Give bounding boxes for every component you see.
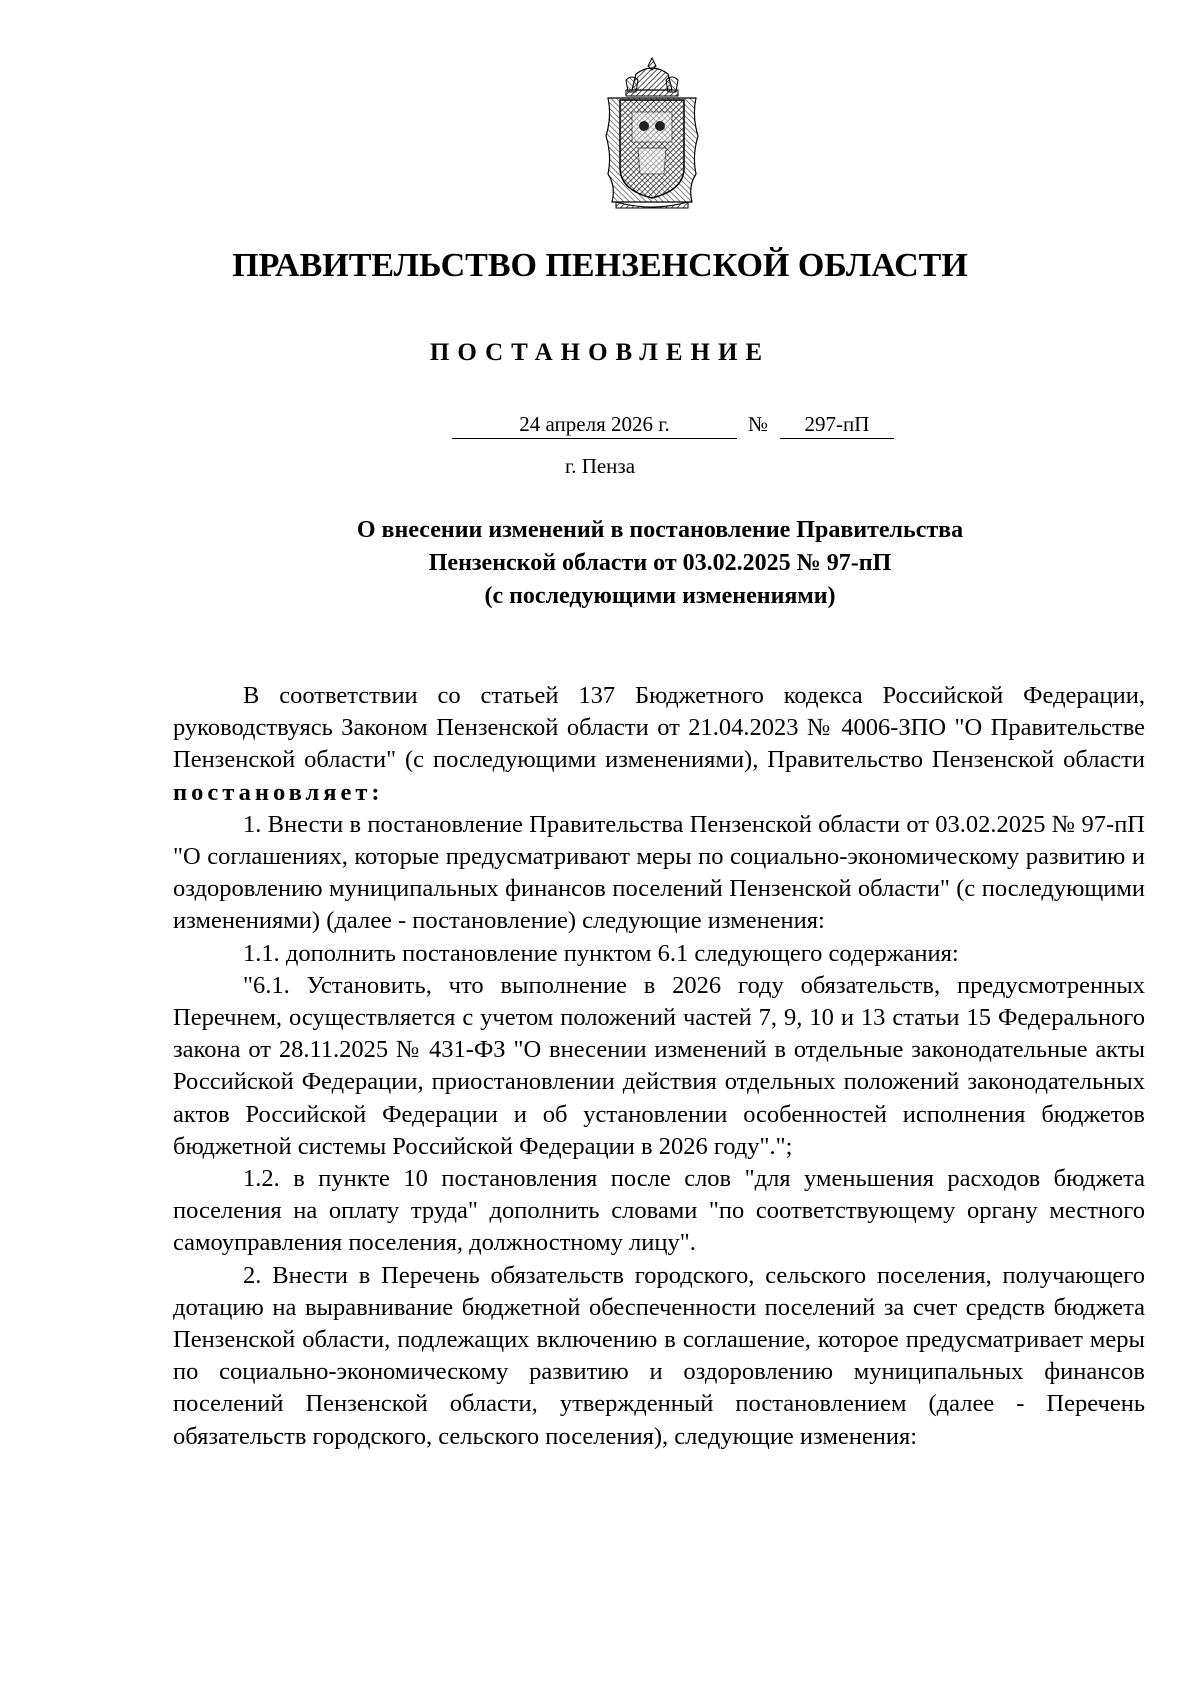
preamble-text: В соответствии со статьей 137 Бюджетного кодекса Российской Федерации, руководствуясь Законом Пензенской области от 21.04.2023 № 4006-ЗПО "О Правительстве Пензенской области" (с последующими изменениями), Правительство Пензенской области xyxy=(173,682,1145,774)
paragraph-item-1-1: 1.1. дополнить постановление пунктом 6.1 следующего содержания: xyxy=(243,939,959,967)
subject-line-3: (с последующими изменениями) xyxy=(484,583,836,609)
paragraph-item-6-1: "6.1. Установить, что выполнение в 2026 году обязательств, предусмотренных Перечнем, осуществляется с учетом положений частей 7, 9, 10 и 13 статьи 15 Федерального закона от 28.11.2025 № 431-ФЗ "О внесении изменений в отдельные законодательные акты Российской Федерации, приостановлении действия отдельных положений законодательных актов Российской Федерации и об установлении особенностей исполнения бюджетов бюджетной системы Российской Федерации в 2026 году"."; xyxy=(173,971,1145,1160)
decree-keyword: постановляет: xyxy=(173,778,384,806)
paragraph-preamble xyxy=(173,680,1145,809)
paragraph-item-1-2: 1.2. в пункте 10 постановления после слов "для уменьшения расходов бюджета поселения на оплату труда" дополнить словами "по соответствующему органу местного самоуправления поселения, должностному лицу". xyxy=(173,1165,1145,1257)
document-date: 24 апреля 2026 г. xyxy=(452,410,737,439)
document-type: ПОСТАНОВЛЕНИЕ xyxy=(429,339,771,366)
paragraph-item-1: 1. Внести в постановление Правительства Пензенской области от 03.02.2025 № 97-пП "О соглашениях, которые предусматривают меры по социально-экономическому развитию и оздоровлению муниципальных финансов поселений Пензенской области" (с последующими изменениями) (далее - постановление) следующие изменения: xyxy=(173,810,1145,935)
date-number-line xyxy=(0,410,1200,442)
paragraph-item-2: 2. Внести в Перечень обязательств городского, сельского поселения, получающего дотацию на выравнивание бюджетной обеспеченности поселений за счет средств бюджета Пензенской области, подлежащих включению в соглашение, которое предусматривает меры по социально-экономическому развитию и оздоровлению муниципальных финансов поселений Пензенской области, утвержденный постановлением (далее - Перечень обязательств городского, сельского поселения), следующие изменения: xyxy=(173,1261,1145,1450)
coat-of-arms-emblem xyxy=(602,56,702,210)
subject-line-1: О внесении изменений в постановление Правительства xyxy=(356,517,964,543)
number-sign: № xyxy=(748,412,769,436)
government-title: ПРАВИТЕЛЬСТВО ПЕНЗЕНСКОЙ ОБЛАСТИ xyxy=(232,247,968,284)
document-number: 297-пП xyxy=(780,410,894,439)
document-body xyxy=(173,680,1145,1453)
document-city: г. Пенза xyxy=(564,454,636,478)
document-subject xyxy=(0,514,1200,613)
subject-line-2: Пензенской области от 03.02.2025 № 97-пП xyxy=(428,550,892,576)
